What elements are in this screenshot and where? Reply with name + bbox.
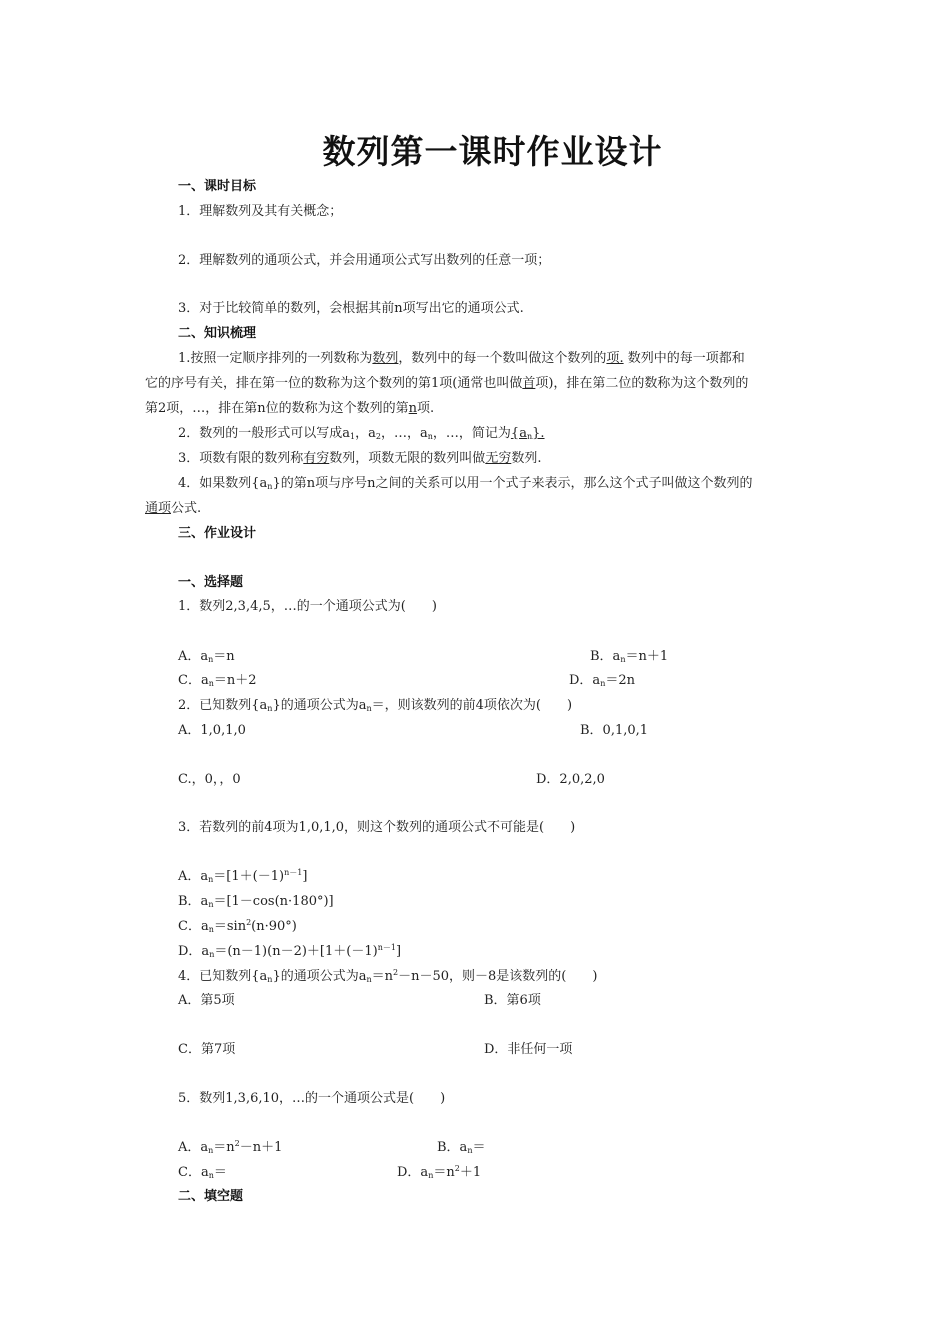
answer-blank: 项.: [606, 351, 624, 366]
answer-blank: n: [408, 401, 418, 416]
question-3-option-d: D．$a_n=(n-1)(n-2)+[1+(-1)^{n-1}]$: [178, 943, 402, 959]
answer-blank: $\{a_n\}$.: [510, 426, 545, 441]
question-2-option-a: A．1,0,1,0: [178, 723, 246, 738]
question-1-stem: 1．数列2,3,4,5，…的一个通项公式为( ): [178, 599, 437, 614]
answer-blank: 通项: [145, 501, 172, 516]
objective-item: 3．对于比较简单的数列，会根据其前n项写出它的通项公式.: [178, 301, 524, 316]
question-3-option-a: A．$a_n=[1+(-1)^{n-1}]$: [178, 868, 308, 884]
knowledge-paragraph-1-line-2: 它的序号有关，排在第一位的数称为这个数列的第1项(通常也叫做首项)，排在第二位的数称为这个数列的: [145, 376, 749, 391]
answer-blank: 数列: [372, 351, 399, 366]
question-4-option-a: A．第5项: [178, 993, 235, 1008]
question-4-option-b: B．第6项: [484, 993, 541, 1008]
question-2-option-d: D．2,0,2,0: [536, 772, 605, 787]
question-2-option-c: C.，0，，0: [178, 772, 241, 787]
part-heading-fill-in: 二、填空题: [178, 1189, 244, 1204]
question-5-option-c: C．$a_n=$: [178, 1165, 227, 1180]
question-5-option-a: A．$a_n=n^2-n+1$: [178, 1139, 283, 1155]
question-1-option-b: B．$a_n=n+1$: [590, 649, 669, 664]
knowledge-paragraph-1-line-3: 第2项，…，排在第n位的数称为这个数列的第n项.: [145, 401, 435, 416]
part-heading-choice: 一、选择题: [178, 575, 244, 590]
question-3-stem: 3．若数列的前4项为1,0,1,0，则这个数列的通项公式不可能是( ): [178, 820, 576, 835]
section-heading-knowledge: 二、知识梳理: [178, 326, 257, 341]
question-4-stem: 4．已知数列$\{a_n\}$的通项公式为$a_n=n^2-n-50$，则－8是该数列的( ): [178, 968, 598, 984]
objective-item: 2．理解数列的通项公式，并会用通项公式写出数列的任意一项；: [178, 253, 551, 268]
question-2-stem: 2．已知数列$\{a_n\}$的通项公式为$a_n=$，则该数列的前4项依次为( ): [178, 698, 573, 713]
question-5-option-d: D．$a_n=n^2+1$: [397, 1164, 482, 1180]
knowledge-paragraph-4-line-2: 通项公式.: [145, 501, 202, 516]
knowledge-paragraph-1-line-1: 1.按照一定顺序排列的一列数称为数列，数列中的每一个数叫做这个数列的项. 数列中的每一项都和: [178, 351, 745, 366]
question-3-option-b: B．$a_n=[1-\cos(n\cdot 180^\circ)]$: [178, 894, 334, 909]
knowledge-paragraph-2: 2．数列的一般形式可以写成$a_1$，$a_2$，…，$a_n$，…，简记为$\{a_n\}$.: [178, 426, 545, 441]
answer-blank: 有穷: [303, 451, 330, 466]
question-5-stem: 5．数列1,3,6,10，…的一个通项公式是( ): [178, 1091, 446, 1106]
section-heading-objectives: 一、课时目标: [178, 179, 257, 194]
page-title: 数列第一课时作业设计: [322, 132, 663, 171]
question-1-option-c: C．$a_n=n+2$: [178, 673, 257, 688]
question-3-option-c: C．$a_n=\sin^2(n\cdot 90^\circ)$: [178, 918, 297, 934]
question-2-option-b: B．0,1,0,1: [580, 723, 649, 738]
question-1-option-d: D．$a_n=2n$: [569, 673, 635, 688]
question-4-option-c: C．第7项: [178, 1042, 236, 1057]
question-5-option-b: B．$a_n=$: [437, 1140, 486, 1155]
section-heading-homework: 三、作业设计: [178, 526, 257, 541]
question-1-option-a: A．$a_n=n$: [178, 649, 235, 664]
answer-blank: 无穷: [485, 451, 512, 466]
knowledge-paragraph-3: 3．项数有限的数列称有穷数列，项数无限的数列叫做无穷数列.: [178, 451, 542, 466]
objective-item: 1．理解数列及其有关概念；: [178, 204, 343, 219]
question-4-option-d: D．非任何一项: [484, 1042, 573, 1057]
knowledge-paragraph-4-line-1: 4．如果数列$\{a_n\}$的第n项与序号n之间的关系可以用一个式子来表示，那么这个式子叫做这个数列的: [178, 476, 753, 491]
answer-blank: 首: [522, 376, 536, 391]
